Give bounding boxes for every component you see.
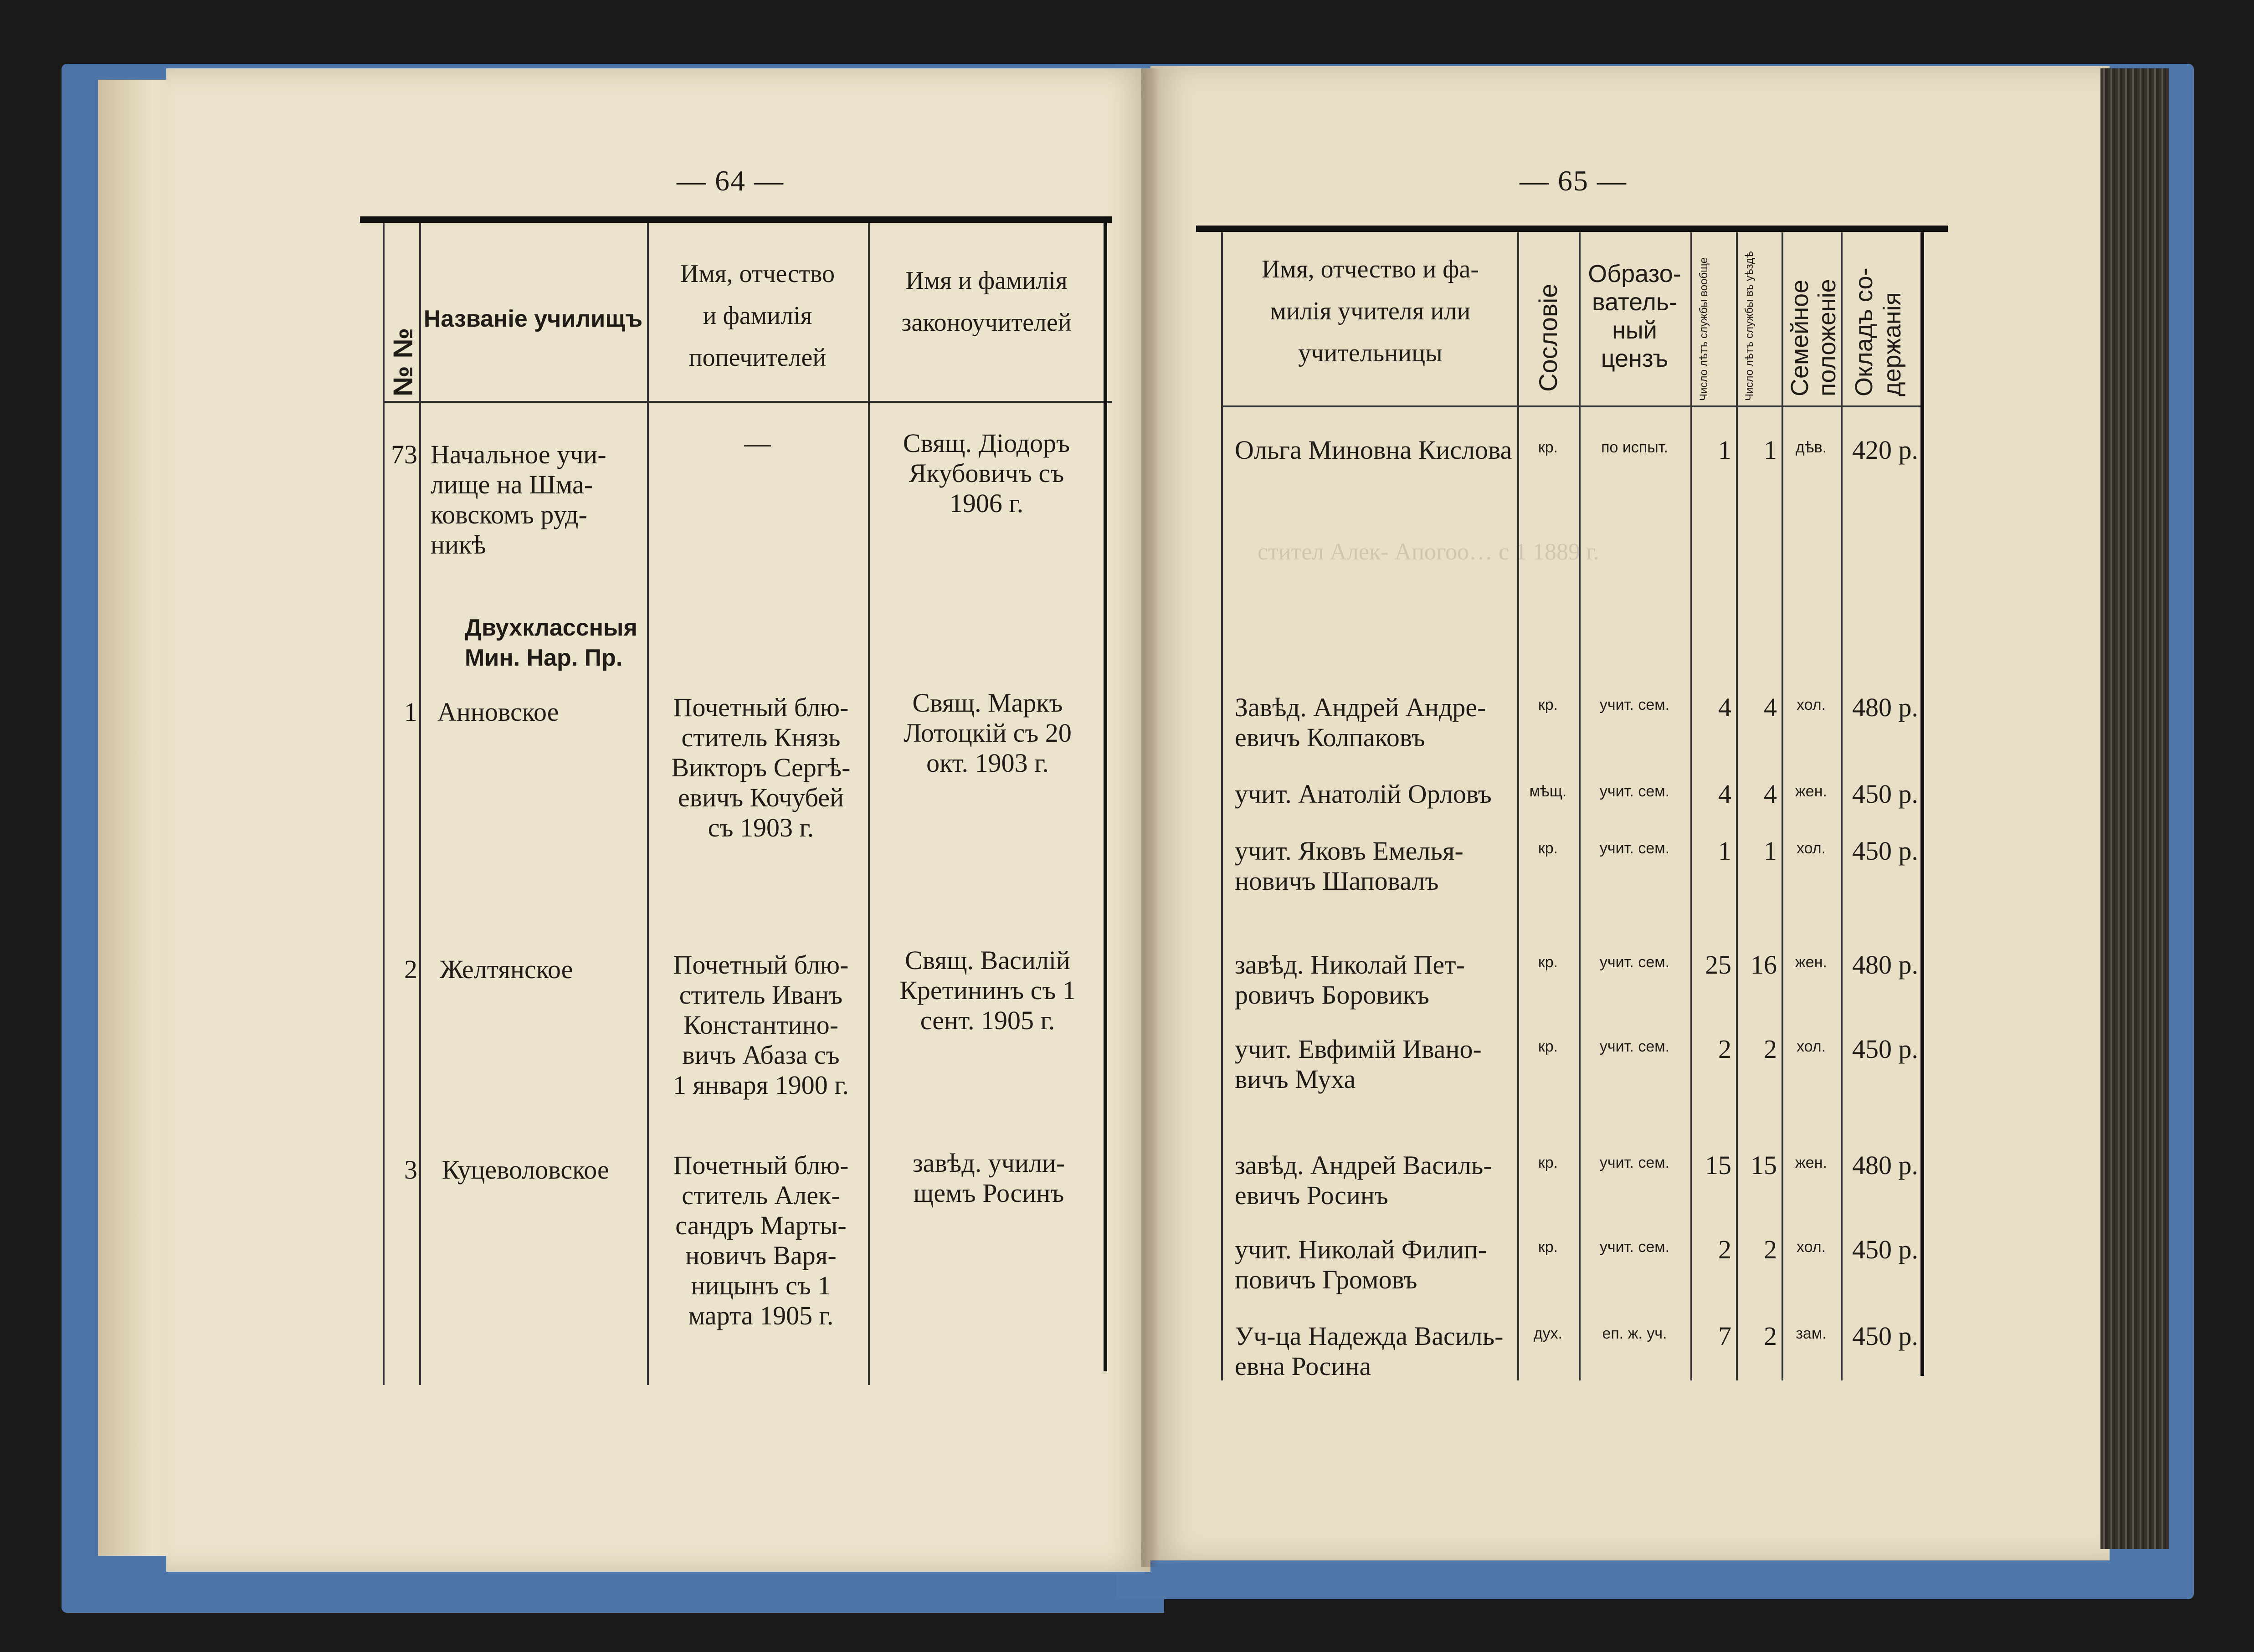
estate-value: кр. bbox=[1538, 954, 1558, 971]
teacher-name: учит. Евфимій Ивано- вичъ Муха bbox=[1235, 1034, 1482, 1094]
salary-value: 450 р. bbox=[1852, 836, 1918, 866]
school-name: Начальное учи- лище на Шма- ковскомъ руд- никѣ bbox=[431, 440, 606, 559]
family-status-value: хол. bbox=[1796, 1238, 1826, 1256]
right-col-divider-district bbox=[1782, 232, 1783, 1380]
years-total-value: 7 bbox=[1718, 1321, 1731, 1351]
salary-value: 450 р. bbox=[1852, 1235, 1918, 1264]
years-total-value: 2 bbox=[1718, 1235, 1731, 1264]
trustee-name: Почетный блю- ститель Алек- сандръ Марты- новичъ Варя- ницынъ съ 1 марта 1905 г. bbox=[673, 1150, 849, 1330]
estate-value: дух. bbox=[1533, 1325, 1563, 1342]
years-total-value: 4 bbox=[1718, 779, 1731, 809]
teacher-name: учит. Яковъ Емелья- новичъ Шаповалъ bbox=[1235, 836, 1463, 896]
years-total-value: 1 bbox=[1718, 836, 1731, 866]
years-district-value: 4 bbox=[1764, 779, 1777, 809]
left-header-rule bbox=[383, 401, 1112, 403]
family-status-value: хол. bbox=[1796, 696, 1826, 713]
right-col-divider-education bbox=[1690, 232, 1692, 1380]
right-table-border-right bbox=[1920, 232, 1924, 1376]
header-estate: Сословіе bbox=[1534, 283, 1562, 392]
years-district-value: 2 bbox=[1764, 1235, 1777, 1264]
school-name: Желтянское bbox=[440, 954, 573, 984]
estate-value: мѣщ. bbox=[1529, 783, 1567, 800]
priest-name: Свящ. Маркъ Лотоцкій съ 20 окт. 1903 г. bbox=[904, 688, 1072, 778]
left-table-top-rule bbox=[360, 216, 1112, 223]
right-col-divider-family bbox=[1841, 232, 1843, 1380]
years-total-value: 4 bbox=[1718, 693, 1731, 722]
trustee-name: — bbox=[744, 428, 771, 458]
priest-name: Свящ. Василій Кретининъ съ 1 сент. 1905 г. bbox=[899, 945, 1076, 1035]
salary-value: 450 р. bbox=[1852, 1034, 1918, 1064]
family-status-value: жен. bbox=[1795, 783, 1827, 800]
years-total-value: 2 bbox=[1718, 1034, 1731, 1064]
years-district-value: 1 bbox=[1764, 435, 1777, 465]
family-status-value: жен. bbox=[1795, 1154, 1827, 1171]
family-status-value: хол. bbox=[1796, 1038, 1826, 1055]
right-col-divider-teacher bbox=[1517, 232, 1519, 1380]
teacher-name: учит. Анатолій Орловъ bbox=[1235, 779, 1492, 809]
estate-value: кр. bbox=[1538, 1154, 1558, 1171]
teacher-name: Ольга Миновна Кислова bbox=[1235, 435, 1512, 465]
years-district-value: 1 bbox=[1764, 836, 1777, 866]
priest-name: Свящ. Діодоръ Якубовичъ съ 1906 г. bbox=[903, 428, 1070, 518]
years-district-value: 4 bbox=[1764, 693, 1777, 722]
row-number: 73 bbox=[391, 440, 417, 469]
salary-value: 450 р. bbox=[1852, 1321, 1918, 1351]
education-value: учит. сем. bbox=[1599, 783, 1670, 800]
row-number: 2 bbox=[404, 954, 417, 984]
salary-value: 480 р. bbox=[1852, 693, 1918, 722]
trustee-name: Почетный блю- ститель Князь Викторъ Сергѣ- евичъ Кочубей съ 1903 г. bbox=[671, 693, 851, 842]
education-value: еп. ж. уч. bbox=[1602, 1325, 1667, 1342]
right-col-divider-estate bbox=[1579, 232, 1581, 1380]
education-value: учит. сем. bbox=[1599, 954, 1670, 971]
education-value: учит. сем. bbox=[1599, 696, 1670, 713]
teacher-name: Завѣд. Андрей Андре- евичъ Колпаковъ bbox=[1235, 693, 1486, 752]
header-number: № № bbox=[388, 328, 418, 396]
estate-value: кр. bbox=[1538, 696, 1558, 713]
years-district-value: 2 bbox=[1764, 1321, 1777, 1351]
header-education: Образо- ватель- ный цензъ bbox=[1588, 260, 1681, 372]
bleed-through-text: стител Алек- Апогоо… с 1 1889 г. bbox=[1258, 539, 1599, 565]
left-col-divider-num bbox=[419, 223, 421, 1385]
teacher-name: учит. Николай Филип- повичъ Громовъ bbox=[1235, 1235, 1487, 1294]
header-trustees: Имя, отчество и фамилія попечителей bbox=[680, 260, 835, 372]
header-school-name: Названіе училищъ bbox=[423, 306, 643, 332]
left-table-border-right bbox=[1104, 219, 1107, 1371]
book-gutter bbox=[1141, 68, 1160, 1567]
left-col-divider-school bbox=[647, 223, 649, 1385]
header-family-status: Семейное положеніе bbox=[1786, 279, 1841, 396]
salary-value: 420 р. bbox=[1852, 435, 1918, 465]
page-number-left: — 64 — bbox=[677, 164, 784, 197]
right-table-top-rule bbox=[1196, 226, 1948, 232]
education-value: учит. сем. bbox=[1599, 1038, 1670, 1055]
years-district-value: 2 bbox=[1764, 1034, 1777, 1064]
row-number: 1 bbox=[404, 697, 417, 727]
salary-value: 450 р. bbox=[1852, 779, 1918, 809]
family-status-value: хол. bbox=[1796, 840, 1826, 857]
header-years-total: Число лѣтъ службы вообще bbox=[1698, 257, 1710, 401]
priest-name: завѣд. учили- щемъ Росинъ bbox=[912, 1148, 1065, 1208]
header-salary: Окладъ со- держанія bbox=[1850, 267, 1906, 396]
estate-value: кр. bbox=[1538, 1238, 1558, 1256]
right-header-rule bbox=[1221, 405, 1923, 407]
right-col-divider-total bbox=[1736, 232, 1738, 1380]
education-value: учит. сем. bbox=[1599, 1154, 1670, 1171]
trustee-name: Почетный блю- ститель Иванъ Константино- вичъ Абаза съ 1 января 1900 г. bbox=[673, 950, 849, 1100]
header-priests: Имя и фамилія законоучителей bbox=[901, 267, 1072, 337]
education-value: по испыт. bbox=[1601, 439, 1668, 456]
teacher-name: Уч-ца Надежда Василь- евна Росина bbox=[1235, 1321, 1504, 1381]
years-district-value: 15 bbox=[1751, 1150, 1777, 1180]
estate-value: кр. bbox=[1538, 840, 1558, 857]
estate-value: кр. bbox=[1538, 439, 1558, 456]
salary-value: 480 р. bbox=[1852, 1150, 1918, 1180]
years-total-value: 15 bbox=[1705, 1150, 1731, 1180]
years-total-value: 1 bbox=[1718, 435, 1731, 465]
school-name: Куцеволовское bbox=[442, 1155, 609, 1185]
family-status-value: зам. bbox=[1796, 1325, 1827, 1342]
family-status-value: жен. bbox=[1795, 954, 1827, 971]
education-value: учит. сем. bbox=[1599, 1238, 1670, 1256]
page-number-right: — 65 — bbox=[1520, 164, 1627, 197]
years-total-value: 25 bbox=[1705, 950, 1731, 980]
right-table-border-left bbox=[1221, 232, 1223, 1380]
page-edges-right bbox=[2100, 68, 2169, 1549]
estate-value: кр. bbox=[1538, 1038, 1558, 1055]
section-heading: Двухклассныя Мин. Нар. Пр. bbox=[465, 615, 637, 671]
left-col-divider-trustee bbox=[868, 223, 870, 1385]
teacher-name: завѣд. Николай Пет- ровичъ Боровикъ bbox=[1235, 950, 1465, 1010]
left-table-border-left bbox=[383, 223, 385, 1385]
years-district-value: 16 bbox=[1751, 950, 1777, 980]
family-status-value: дѣв. bbox=[1795, 439, 1827, 456]
header-years-district: Число лѣтъ службы въ уѣздѣ bbox=[1743, 251, 1756, 401]
header-teacher: Имя, отчество и фа- милія учителя или учительницы bbox=[1262, 255, 1479, 367]
education-value: учит. сем. bbox=[1599, 840, 1670, 857]
salary-value: 480 р. bbox=[1852, 950, 1918, 980]
teacher-name: завѣд. Андрей Василь- евичъ Росинъ bbox=[1235, 1150, 1492, 1210]
row-number: 3 bbox=[404, 1155, 417, 1185]
school-name: Анновское bbox=[437, 697, 559, 727]
